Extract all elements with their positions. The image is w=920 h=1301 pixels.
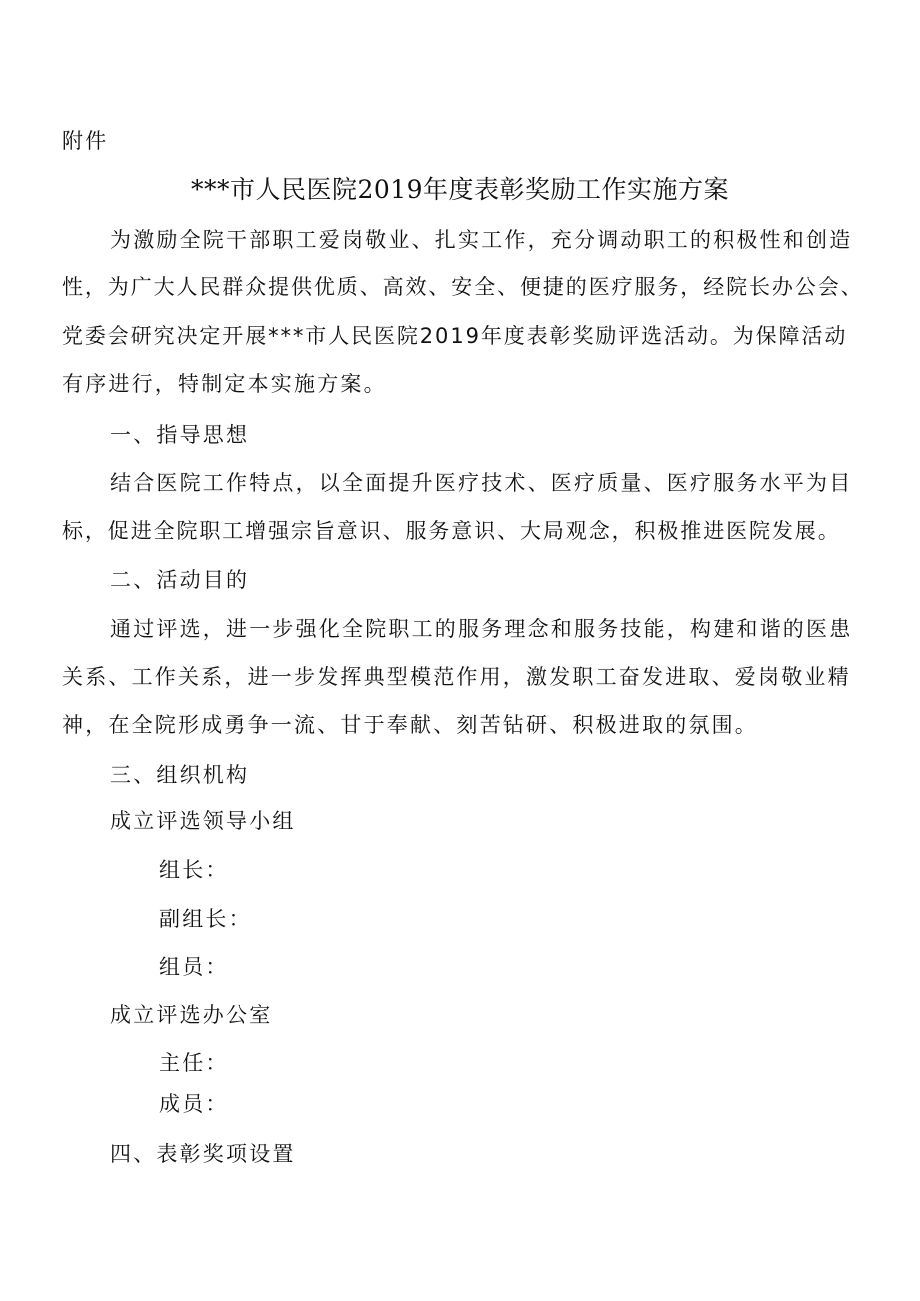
- section-2-line-3: 神，在全院形成勇争一流、甘于奉献、刻苦钻研、积极进取的氛围。: [62, 713, 758, 737]
- intro-line-3: 党委会研究决定开展***市人民医院2019年度表彰奖励评选活动。为保障活动: [62, 324, 848, 348]
- section-2-line-1: 通过评选，进一步强化全院职工的服务理念和服务技能，构建和谐的医患: [110, 617, 853, 641]
- director-field: 主任：: [159, 1051, 229, 1075]
- section-2-heading: 二、活动目的: [110, 568, 250, 592]
- leader-field: 组长：: [159, 858, 229, 882]
- office-group-title: 成立评选办公室: [110, 1003, 273, 1027]
- section-4-heading: 四、表彰奖项设置: [110, 1142, 296, 1166]
- section-2-line-2: 关系、工作关系，进一步发挥典型模范作用，激发职工奋发进取、爱岗敬业精: [62, 665, 851, 689]
- section-1-line-2: 标，促进全院职工增强宗旨意识、服务意识、大局观念，积极推进医院发展。: [62, 519, 841, 543]
- section-1-heading: 一、指导思想: [110, 423, 250, 447]
- leadership-group-title: 成立评选领导小组: [110, 809, 296, 833]
- intro-line-1: 为激励全院干部职工爱岗敬业、扎实工作，充分调动职工的积极性和创造: [110, 228, 853, 252]
- office-members-field: 成员：: [159, 1092, 229, 1116]
- section-1-line-1: 结合医院工作特点，以全面提升医疗技术、医疗质量、医疗服务水平为目: [110, 471, 853, 495]
- intro-line-2: 性，为广大人民群众提供优质、高效、安全、便捷的医疗服务，经院长办公会、: [62, 275, 864, 299]
- intro-line-4: 有序进行，特制定本实施方案。: [62, 372, 387, 396]
- section-3-heading: 三、组织机构: [110, 763, 250, 787]
- attachment-label: 附件: [62, 129, 109, 153]
- deputy-leader-field: 副组长：: [159, 907, 252, 931]
- members-field: 组员：: [159, 955, 229, 979]
- document-title: ***市人民医院2019年度表彰奖励工作实施方案: [190, 175, 730, 204]
